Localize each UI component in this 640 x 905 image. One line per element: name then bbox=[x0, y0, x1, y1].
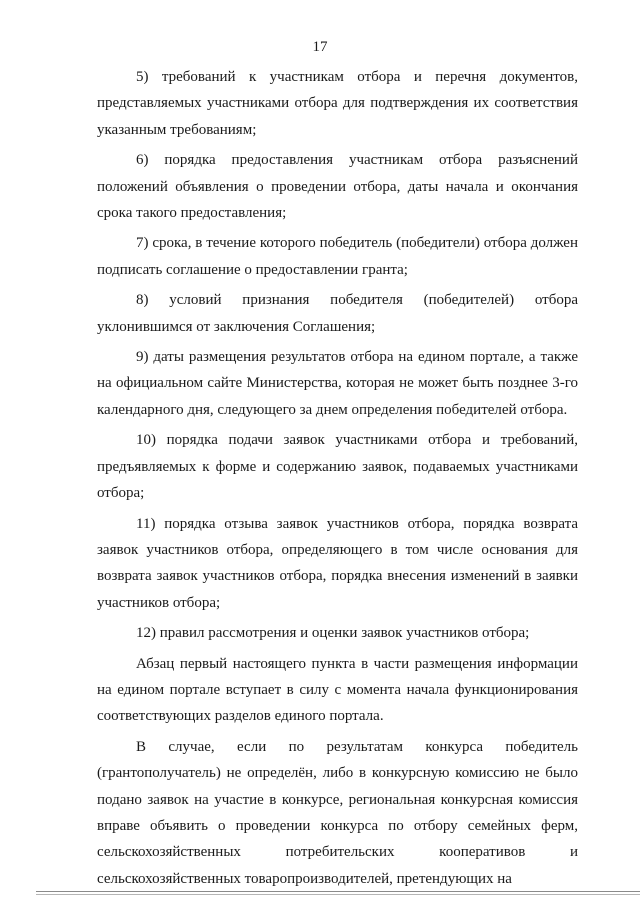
bottom-divider-secondary bbox=[36, 894, 640, 895]
paragraph-item-9: 9) даты размещения результатов отбора на едином портале, а также на официальном сайте Министерства, которая не может быть позднее 3-го календарного дня, следующего за днем определения победителей отбора. bbox=[97, 349, 578, 418]
document-body bbox=[97, 64, 578, 892]
paragraph-item-12: 12) правил рассмотрения и оценки заявок участников отбора; bbox=[136, 625, 530, 642]
paragraph-item-8: 8) условий признания победителя (победителей) отбора уклонившимся от заключения Соглашения; bbox=[97, 292, 578, 335]
paragraph-item-7: 7) срока, в течение которого победитель (победители) отбора должен подписать соглашение о предоставлении гранта; bbox=[97, 235, 578, 278]
paragraph-item-11: 11) порядка отзыва заявок участников отбора, порядка возврата заявок участников отбора, определяющего в том числе основания для возврата заявок участников отбора, порядка внесения изменений в заявки участников отбора; bbox=[97, 515, 578, 611]
paragraph-item-5: 5) требований к участникам отбора и перечня документов, представляемых участниками отбора для подтверждения их соответствия указанным требованиям; bbox=[97, 69, 578, 138]
bottom-divider bbox=[36, 891, 640, 892]
paragraph-portal-note: Абзац первый настоящего пункта в части размещения информации на едином портале вступает в силу с момента начала функционирования соответствующих разделов единого портала. bbox=[97, 655, 578, 725]
page-number: 17 bbox=[312, 39, 328, 55]
paragraph-item-10: 10) порядка подачи заявок участниками отбора и требований, предъявляемых к форме и содержанию заявок, подаваемых участниками отбора; bbox=[97, 432, 578, 502]
paragraph-no-winner: В случае, если по результатам конкурса победитель (грантополучатель) не определён, либо в конкурсную комиссию не было подано заявок на участие в конкурсе, региональная конкурсная комиссия вправе объявить о проведении конкурса по отбору семейных ферм, сельскохозяйственных потребительских кооперативов и сельскохозяйственных товаропроизводителей, претендующих на bbox=[97, 738, 578, 887]
paragraph-item-6: 6) порядка предоставления участникам отбора разъяснений положений объявления о проведении отбора, даты начала и окончания срока такого предоставления; bbox=[97, 152, 578, 222]
